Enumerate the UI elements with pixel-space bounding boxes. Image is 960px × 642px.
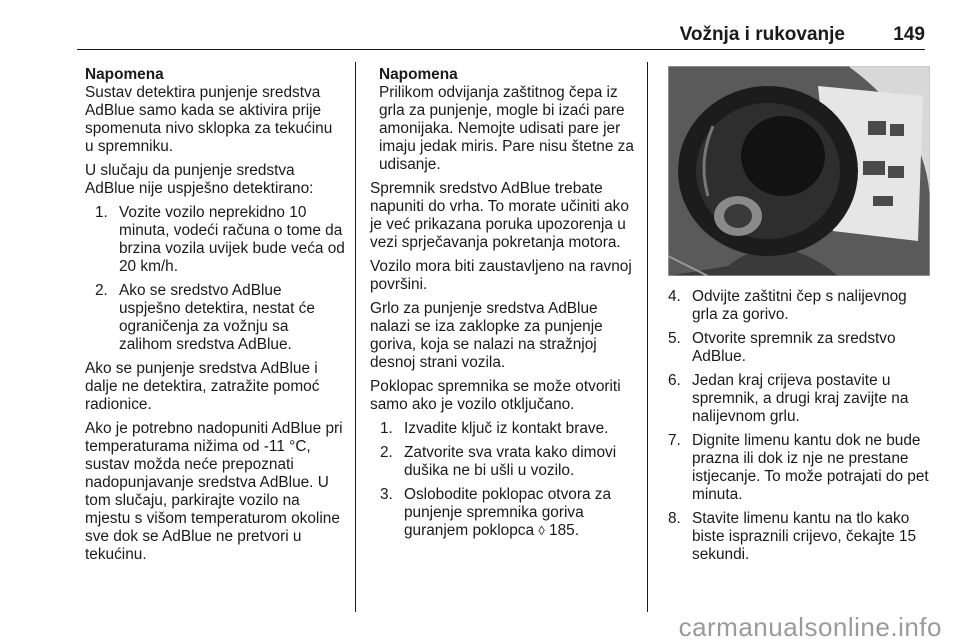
note-box (85, 66, 345, 156)
column-divider-1 (355, 62, 356, 612)
list-number: 5. (668, 330, 681, 347)
page-header (77, 26, 925, 48)
list-number: 2. (380, 444, 393, 461)
list-item (668, 288, 930, 324)
list-item (380, 420, 638, 438)
paragraph: Ako se punjenje sredstva AdBlue i dalje ne detektira, zatražite pomoć radionice. (85, 360, 320, 413)
page-number: 149 (893, 24, 925, 45)
list-item (668, 432, 930, 504)
list-item (380, 444, 638, 480)
list-text: Zatvorite sva vrata kako dimovi dušika ne bi ušli u vozilo. (404, 444, 617, 479)
list-item (95, 282, 345, 354)
column-right (668, 66, 930, 570)
fuel-filler-photo (668, 66, 930, 276)
list-item (380, 486, 638, 540)
list-text: Jedan kraj crijeva postavite u spremnik, a drugi kraj zavijte na nalijevnom grlu. (692, 372, 909, 425)
paragraph: Vozilo mora biti zaustavljeno na ravnoj površini. (370, 258, 632, 293)
numbered-list (85, 204, 345, 354)
list-text: Odvijte zaštitni čep s nalijevnog grla za gorivo. (692, 288, 907, 323)
list-text: Vozite vozilo neprekidno 10 minuta, vodeći računa o tome da brzina vozila uvijek bude veća od 20 km/h. (119, 204, 345, 275)
list-text: Oslobodite poklopac otvora za punjenje spremnika goriva guranjem poklopca (404, 486, 612, 539)
note-box (370, 66, 638, 174)
list-number: 1. (380, 420, 393, 437)
list-number: 1. (95, 204, 108, 221)
paragraph: Poklopac spremnika se može otvoriti samo ako je vozilo otključano. (370, 378, 621, 413)
list-number: 2. (95, 282, 108, 299)
list-item (668, 510, 930, 564)
column-left (85, 66, 345, 570)
site-watermark: carmanualsonline.info (678, 612, 942, 642)
note-text: Prilikom odvijanja zaštitnog čepa iz grla za punjenje, mogle bi izaći pare amonijaka. Nemojte udisati pare jer imaju jedak miris. Pare nisu štetne za udisanje. (379, 84, 634, 173)
list-number: 6. (668, 372, 681, 389)
page-reference-icon: ◊ (538, 523, 545, 538)
column-middle (370, 66, 638, 546)
list-number: 3. (380, 486, 393, 503)
paragraph: Ako je potrebno nadopuniti AdBlue pri temperaturama nižima od -11 °C, sustav možda neće prepoznati nadopunjavanje sredstva AdBlue. U tom slučaju, parkirajte vozilo na mjestu s višom temperaturom okoline sve dok se AdBlue ne pretvori u tekućinu. (85, 420, 343, 563)
list-item (668, 330, 930, 366)
list-item (668, 372, 930, 426)
numbered-list (370, 420, 638, 540)
note-title: Napomena (85, 66, 164, 83)
list-item (95, 204, 345, 276)
list-number: 7. (668, 432, 681, 449)
note-title: Napomena (379, 66, 458, 83)
column-divider-2 (647, 62, 648, 612)
list-text: Dignite limenu kantu dok ne bude prazna ili dok iz nje ne prestane istjecanje. To može potrajati do pet minuta. (692, 432, 929, 503)
paragraph: Spremnik sredstvo AdBlue trebate napuniti do vrha. To morate učiniti ako je već prikazana poruka upozorenja u vezi sprječavanja pokretanja motora. (370, 180, 629, 251)
numbered-list (668, 288, 930, 564)
note-text: Sustav detektira punjenje sredstva AdBlue samo kada se aktivira prije spomenuta nivo sklopka za tekućinu u spremniku. (85, 84, 333, 155)
section-title: Vožnja i rukovanje (679, 24, 845, 45)
page-reference-link[interactable]: 185. (549, 522, 580, 539)
list-text: Izvadite ključ iz kontakt brave. (404, 420, 609, 437)
list-number: 4. (668, 288, 681, 305)
paragraph: Grlo za punjenje sredstva AdBlue nalazi se iza zaklopke za punjenje goriva, koja se nalazi na stražnjoj desnoj strani vozila. (370, 300, 603, 371)
paragraph: U slučaju da punjenje sredstva AdBlue nije uspješno detektirano: (85, 162, 314, 197)
list-text: Stavite limenu kantu na tlo kako biste ispraznili crijevo, čekajte 15 sekundi. (692, 510, 917, 563)
list-text: Ako se sredstvo AdBlue uspješno detektira, nestat će ograničenja za vožnju sa zalihom sredstva AdBlue. (119, 282, 315, 353)
list-number: 8. (668, 510, 681, 527)
list-text: Otvorite spremnik za sredstvo AdBlue. (692, 330, 896, 365)
header-divider (77, 49, 925, 50)
